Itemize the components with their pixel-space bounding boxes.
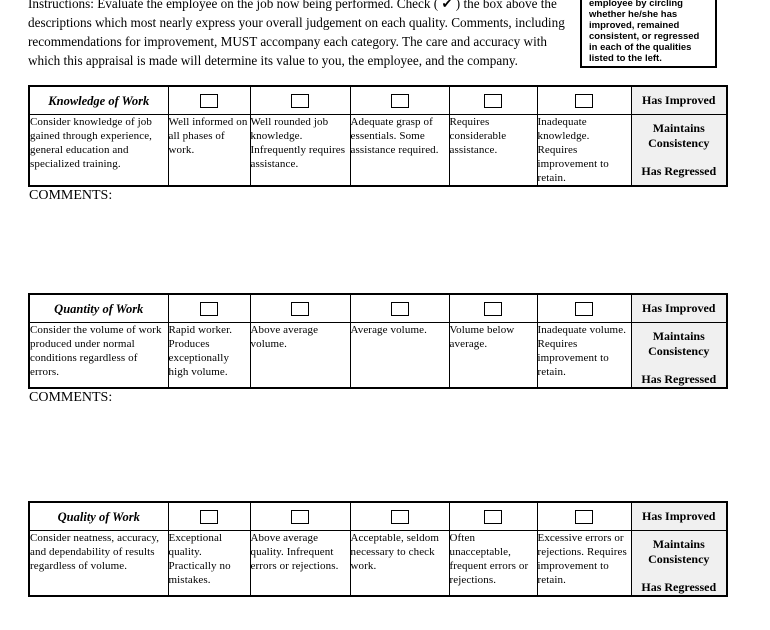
category-knowledge-of-work: [28, 85, 726, 204]
rating-checkbox-2[interactable]: [291, 302, 309, 316]
rating-description-4: Requires considerable assistance.: [449, 115, 537, 187]
has-improved-option[interactable]: Has Improved: [631, 294, 727, 323]
rating-checkbox-2[interactable]: [291, 510, 309, 524]
rating-description-3: Adequate grasp of essentials. Some assistance required.: [350, 115, 449, 187]
evaluation-table: [28, 293, 728, 389]
category-description: Consider neatness, accuracy, and dependability of results regardless of volume.: [29, 531, 168, 597]
rating-checkbox-3[interactable]: [391, 510, 409, 524]
rating-description-4: Volume below average.: [449, 323, 537, 389]
rating-checkbox-5[interactable]: [575, 94, 593, 108]
rating-description-3: Acceptable, seldom necessary to check work.: [350, 531, 449, 597]
has-regressed-option[interactable]: Has Regressed: [641, 164, 717, 178]
comments-label: COMMENTS:: [29, 188, 113, 203]
rating-description-4: Often unacceptable, frequent errors or rejections.: [449, 531, 537, 597]
rating-checkbox-4[interactable]: [484, 94, 502, 108]
category-title-cell: [29, 294, 168, 323]
category-title-cell: [29, 86, 168, 115]
maintains-consistency-option[interactable]: Maintains Consistency: [648, 121, 710, 150]
has-regressed-option[interactable]: Has Regressed: [641, 372, 717, 386]
comments-label: COMMENTS:: [29, 390, 113, 405]
rating-description-2: Well rounded job knowledge. Infrequently requires assistance.: [250, 115, 350, 187]
rating-checkbox-2[interactable]: [291, 94, 309, 108]
has-improved-option[interactable]: Has Improved: [631, 502, 727, 531]
status-instructions-box: employee by circling whether he/she has improved, remained consistent, or regressed in each of the qualities listed to the left.: [580, 0, 717, 68]
rating-checkbox-4[interactable]: [484, 510, 502, 524]
maintains-consistency-option[interactable]: Maintains Consistency: [648, 329, 710, 358]
rating-checkbox-1[interactable]: [200, 510, 218, 524]
rating-checkbox-4[interactable]: [484, 302, 502, 316]
evaluation-table: [28, 501, 728, 597]
status-options: [631, 531, 727, 597]
has-regressed-option[interactable]: Has Regressed: [641, 580, 717, 594]
category-title-cell: [29, 502, 168, 531]
rating-checkbox-1[interactable]: [200, 302, 218, 316]
rating-description-5: Excessive errors or rejections. Requires improvement to retain.: [537, 531, 631, 597]
category-description: Consider knowledge of job gained through experience, general education and specialized training.: [29, 115, 168, 187]
status-options: [631, 115, 727, 187]
rating-description-1: Well informed on all phases of work.: [168, 115, 250, 187]
rating-description-2: Above average quality. Infrequent errors or rejections.: [250, 531, 350, 597]
has-improved-option[interactable]: Has Improved: [631, 86, 727, 115]
rating-description-2: Above average volume.: [250, 323, 350, 389]
category-title: Quantity of Work: [54, 301, 144, 316]
category-title: Quality of Work: [57, 509, 140, 524]
rating-description-5: Inadequate volume. Requires improvement to retain.: [537, 323, 631, 389]
rating-checkbox-5[interactable]: [575, 510, 593, 524]
rating-description-3: Average volume.: [350, 323, 449, 389]
status-options: [631, 323, 727, 389]
rating-checkbox-5[interactable]: [575, 302, 593, 316]
instructions-text: Instructions: Evaluate the employee on the job now being performed. Check ( ✔ ) the box above the descriptions which most nearly express your overall judgement on each quality. Comments, including recommendations for improvement, MUST accompany each category. The care and accuracy with which this appraisal is made will determine its value to you, the employee, and the company.: [28, 0, 565, 68]
rating-description-1: Rapid worker. Produces exceptionally high volume.: [168, 323, 250, 389]
rating-description-1: Exceptional quality. Practically no mistakes.: [168, 531, 250, 597]
category-description: Consider the volume of work produced under normal conditions regardless of errors.: [29, 323, 168, 389]
category-quantity-of-work: [28, 293, 726, 406]
rating-checkbox-3[interactable]: [391, 94, 409, 108]
rating-checkbox-3[interactable]: [391, 302, 409, 316]
rating-description-5: Inadequate knowledge. Requires improvement to retain.: [537, 115, 631, 187]
category-title: Knowledge of Work: [48, 93, 150, 108]
rating-checkbox-1[interactable]: [200, 94, 218, 108]
category-quality-of-work: [28, 501, 726, 597]
maintains-consistency-option[interactable]: Maintains Consistency: [648, 537, 710, 566]
evaluation-table: [28, 85, 728, 187]
